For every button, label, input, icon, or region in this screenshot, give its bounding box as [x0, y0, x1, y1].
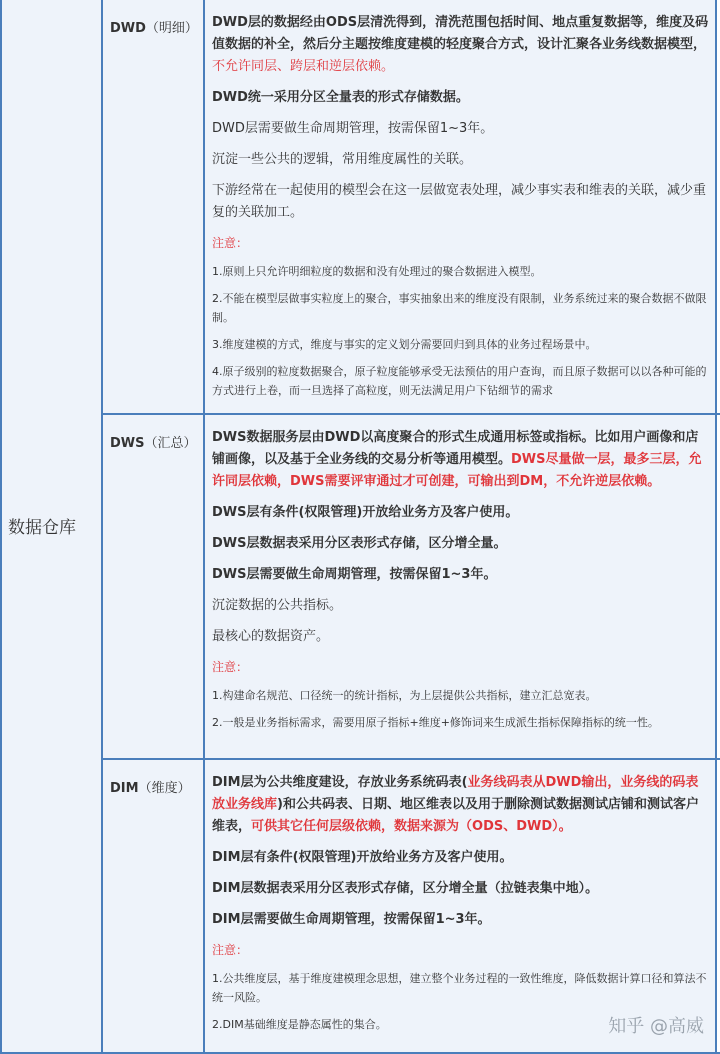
note-title: 注意： — [212, 943, 249, 957]
description-paragraph: DWS层数据表采用分区表形式存储，区分增全量。 — [212, 536, 507, 551]
description-paragraph: 最核心的数据资产。 — [212, 629, 330, 644]
layer-group-label: 数据仓库 — [8, 518, 76, 538]
table-row-dwd — [103, 0, 720, 413]
description-paragraph: DWD统一采用分区全量表的形式存储数据。 — [212, 90, 469, 105]
note-item: 2.不能在模型层做事实粒度上的聚合，事实抽象出来的维度没有限制，业务系统过来的聚合数据不做限制。 — [212, 292, 707, 324]
description-paragraph: DWS层需要做生命周期管理，按需保留1~3年。 — [212, 567, 497, 582]
description-paragraph: DIM层需要做生命周期管理，按需保留1~3年。 — [212, 912, 491, 927]
layer-group-cell — [0, 0, 103, 1054]
layer-name: DWS（汇总） — [110, 436, 197, 451]
table-row-dim — [103, 760, 720, 1054]
layer-name: DIM（维度） — [110, 781, 191, 796]
note-item: 2.DIM基础维度是静态属性的集合。 — [212, 1018, 387, 1031]
layer-description-cell — [205, 760, 717, 1054]
description-paragraph: DWS层有条件(权限管理)开放给业务方及客户使用。 — [212, 505, 519, 520]
layer-name-cell — [103, 0, 203, 413]
note-title: 注意： — [212, 236, 249, 250]
description-paragraph: DIM层有条件(权限管理)开放给业务方及客户使用。 — [212, 850, 513, 865]
note-item: 3.维度建模的方式，维度与事实的定义划分需要回归到具体的业务过程场景中。 — [212, 338, 597, 351]
note-item: 1.原则上只允许明细粒度的数据和没有处理过的聚合数据进入模型。 — [212, 265, 542, 278]
description-paragraph: DWS数据服务层由DWD以高度聚合的形式生成通用标签或指标。比如用户画像和店铺画像，以及基于全业务线的交易分析等通用模型。DWS尽量做一层，最多三层，允许同层依赖，DWS需要评审通过才可创建，可输出到DM，不允许逆层依赖。 — [212, 430, 702, 489]
description-paragraph: DWD层的数据经由ODS层清洗得到，清洗范围包括时间、地点重复数据等，维度及码值数据的补全，然后分主题按维度建模的轻度聚合方式，设计汇聚各业务线数据模型，不允许同层、跨层和逆层依赖。 — [212, 15, 709, 74]
layer-name-cell — [103, 415, 203, 758]
note-item: 2.一般是业务指标需求，需要用原子指标+维度+修饰词来生成派生指标保障指标的统一性。 — [212, 716, 659, 729]
description-paragraph: DIM层数据表采用分区表形式存储，区分增全量（拉链表集中地）。 — [212, 881, 599, 896]
note-title: 注意： — [212, 660, 249, 674]
table-row-dws — [103, 415, 720, 758]
layer-description-cell — [205, 0, 717, 413]
layer-name: DWD（明细） — [110, 21, 198, 36]
watermark: 知乎 @高威 — [608, 1016, 704, 1037]
note-item: 1.构建命名规范、口径统一的统计指标，为上层提供公共指标，建立汇总宽表。 — [212, 689, 597, 702]
description-paragraph: DWD层需要做生命周期管理，按需保留1~3年。 — [212, 121, 494, 136]
description-paragraph: 沉淀一些公共的逻辑，常用维度属性的关联。 — [212, 152, 473, 167]
note-item: 4.原子级别的粒度数据聚合，原子粒度能够承受无法预估的用户查询，而且原子数据可以以各种可能的方式进行上卷，而一旦选择了高粒度，则无法满足用户下钻细节的需求 — [212, 365, 707, 397]
layer-description-cell — [205, 415, 717, 758]
description-paragraph: DIM层为公共维度建设，存放业务系统码表(业务线码表从DWD输出，业务线的码表放业务线库)和公共码表、日期、地区维表以及用于删除测试数据测试店铺和测试客户维表，可供其它任何层级依赖，数据来源为（ODS、DWD）。 — [212, 775, 699, 834]
description-paragraph: 沉淀数据的公共指标。 — [212, 598, 343, 613]
note-item: 1.公共维度层，基于维度建模理念思想，建立整个业务过程的一致性维度，降低数据计算口径和算法不统一风险。 — [212, 972, 707, 1004]
description-paragraph: 下游经常在一起使用的模型会在这一层做宽表处理，减少事实表和维表的关联，减少重复的关联加工。 — [212, 183, 707, 220]
layer-name-cell — [103, 760, 203, 1054]
